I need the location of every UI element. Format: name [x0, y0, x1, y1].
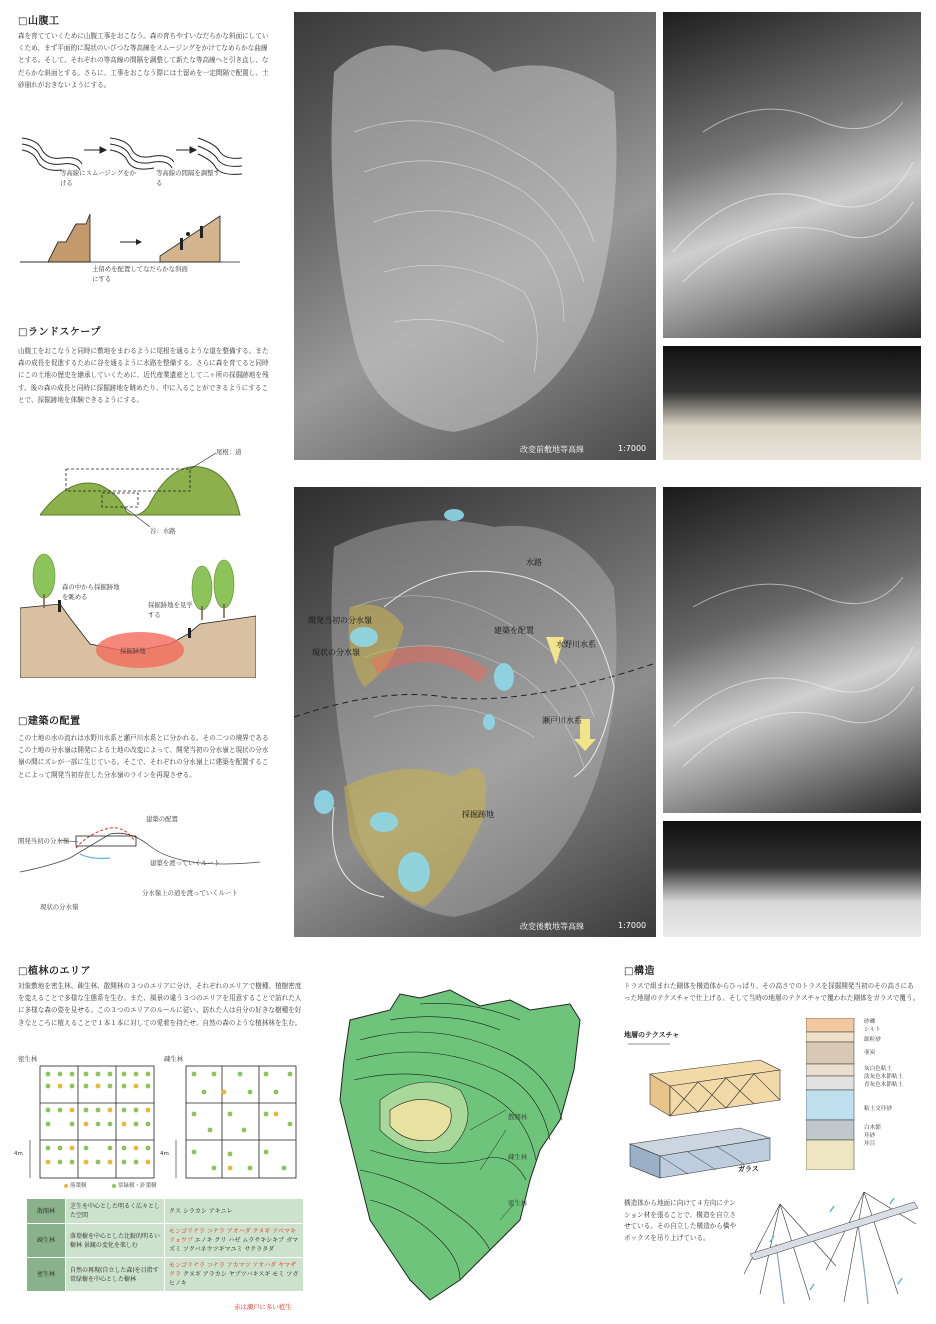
species-red: モンゴリナラ コナラ アカマツ アオハダ ヤマザクラ: [169, 1262, 297, 1278]
strata-label: 亜炭: [864, 1049, 876, 1056]
label-current-divide: 現状の分水嶺: [40, 903, 79, 911]
photo-after-model: [294, 487, 656, 937]
placement-body: この土地の水の流れは水野川水系と瀬戸川水系とに分かれる。その二つの境界であるこの土地の分水嶺は開発による土地の改変によって、開発当初の分水嶺と現状の分水嶺の間にズレが一部に生じている。そこで、それぞれの分水嶺上に建築を配置することによって開発当初存在した分水嶺のラインを再現させる。: [18, 734, 269, 779]
map-label-seto: 瀬戸川水系: [542, 716, 582, 725]
strata-label: 砂礫: [864, 1019, 876, 1025]
table-cell-species: [165, 1258, 304, 1292]
label-glass: ガラス: [738, 1165, 759, 1173]
table-cell-desc: 落葉樹を中心とした比較的明るい樹林 景観の変化を楽しむ: [66, 1224, 165, 1258]
caption-smoothing: 等高線にスムージングをかける: [60, 169, 136, 187]
valley-label: 谷：水路: [150, 527, 176, 535]
retaining-wall-diagram: [20, 212, 240, 266]
species-other: クヌギ アラカシ ヤブツバキスギ モミ ツガ ヒノキ: [169, 1271, 299, 1287]
strata-label: 細粒砂: [864, 1037, 881, 1044]
strata-column: [806, 1018, 860, 1170]
section-title-landscape: □ランドスケープ: [18, 327, 101, 338]
map-label-original-divide: 開発当初の分水嶺: [308, 616, 372, 625]
legend-deciduous: 落葉樹: [70, 1183, 87, 1189]
strata-label: 淡灰色木節粘土: [864, 1074, 904, 1081]
caption-retaining: 土留めを配置してなだらかな斜面にする: [92, 265, 188, 283]
table-row: [27, 1258, 304, 1292]
map-label-mizuno: 水野川水系: [556, 640, 596, 649]
strata-labels: [864, 1018, 903, 1148]
divide-diagram: [20, 810, 260, 900]
strata-label: 白木節: [864, 1124, 881, 1131]
photo-before-model: [294, 12, 656, 460]
map-label-sparse: 疎生林: [508, 1153, 528, 1161]
section-title-planting: □植林のエリア: [18, 966, 91, 977]
label-building-route: 建築を渡っていくルート: [150, 859, 221, 867]
map-label-waterway: 水路: [526, 558, 542, 567]
photo-after-closeup: [663, 487, 921, 813]
table-cell-species: [165, 1224, 304, 1258]
table-cell-area: 密生林: [27, 1258, 66, 1292]
after-caption: 改変後敷地等高線: [520, 922, 584, 931]
photo-before-perspective: [663, 346, 921, 460]
planting-area-map: [330, 980, 600, 1310]
map-label-scattered: 散開林: [508, 1113, 528, 1121]
species-red: モンゴリナラ コナラ アオハダ クヌギ アベマキ リョウブ: [169, 1228, 296, 1244]
label-original-divide: 開発当初の分水嶺: [18, 837, 70, 845]
map-label-pit: 採掘跡地: [462, 810, 494, 819]
tension-structure-diagram: [740, 1184, 920, 1314]
table-cell-desc: 芝生を中心とした明るく広々とした空間: [66, 1199, 165, 1224]
strata-label: 珪目: [864, 1141, 876, 1148]
landscape-body: 山腹工をおこなうと同時に敷地をまわるように尾根を通るような道を整備する。また森の成長を促進するために谷を通るように水路を整備する。さらに森を育てると同時にこの土地の歴史を継承していくために、近代産業遺産として二ヶ所の採掘跡地を残す。後の森の成長と同時に採掘跡地を眺めたり、中に入ることができるようにすることで、採掘跡地を体験できるようにする。: [18, 347, 269, 404]
planting-density-grids: [14, 1064, 304, 1192]
strata-label: シルト: [864, 1027, 881, 1034]
section-title-sanpuku: □山腹工: [18, 16, 60, 27]
strata-label: 青灰色木節粘土: [864, 1082, 904, 1089]
table-row: [27, 1199, 304, 1224]
grid2-unit: 4m: [160, 1151, 169, 1157]
strata-label: 粘土交珪砂: [864, 1106, 892, 1113]
map-label-current-divide: 現状の分水嶺: [312, 648, 360, 657]
pit-label: 採掘跡地: [120, 647, 146, 655]
strata-label: 灰白色粘土: [864, 1065, 892, 1072]
view-label: 森の中から採掘跡地を眺める: [62, 583, 120, 601]
species-other: エノキ クリ ハゼ ムラサキシキブ ガマズミ ツクバネウツギマユミ サクラタダ: [169, 1237, 299, 1253]
grid1-title: 密生林: [18, 1055, 38, 1063]
truss-diagram: [620, 1040, 800, 1180]
structure-body: トラスで組まれた剛体を構造体からひっぱり、その高さでのトラスを採掘開発当初のその高さにあった地層のテクスチャで仕上げる。そして当時の地層のテクスチャで覆われた剛体をガラスで覆う。: [624, 982, 920, 1003]
planting-body: 対象敷地を密生林、疎生林、散開林の３つのエリアに分け、それぞれのエリアで樹種、植樹密度を変えることで多様な生態系を生む。また、風景の違う３つのエリアを用意することで訪れた人に多様な森の姿を見せる。この３つのエリアのルールに従い、訪れた人は自分の好きな樹種を好きなところに植えることで１本１本に対しての愛着を持たせ、自然の森のような植林林を生む。: [18, 982, 302, 1027]
map-label-building: 建築を配置: [494, 626, 534, 635]
pit-view-diagram: [20, 548, 256, 678]
label-divide-route: 分水嶺上の道を渡っていくルート: [142, 889, 238, 897]
vegetation-table: [26, 1198, 304, 1292]
label-strata-texture: 地層のテクスチャ: [624, 1031, 680, 1039]
sanpuku-body: 森を育てていくために山腹工事をおこなう。森の育ちやすいなだらかな斜面にしていくため、まず平面的に現状のいびつな等高線をスムージングをかけてなめらかな曲線とする。そして、それぞれの等高線の間隔を調整して新たな等高線へと引き直し、なだらかな斜面とする。さらに、工事をおこなう際には土留めを一定間隔で配置し、土砂崩れがおきないようにする。: [18, 32, 269, 89]
table-row: [27, 1224, 304, 1258]
look-label: 採掘跡地を見学する: [148, 601, 193, 619]
caption-interval: 等高線の間隔を調整する: [156, 169, 220, 187]
section-title-structure: □構造: [624, 966, 655, 977]
table-note: 赤は瀬戸に多い植生: [234, 1303, 292, 1311]
photo-before-closeup: [663, 12, 921, 338]
before-scale: 1:7000: [618, 444, 647, 453]
after-scale: 1:7000: [618, 921, 647, 930]
table-cell-species: [165, 1199, 304, 1224]
before-caption: 改変前敷地等高線: [520, 445, 584, 454]
strata-label: 珪砂: [864, 1132, 876, 1139]
photo-after-perspective: [663, 821, 921, 937]
legend-evergreen: 常緑樹・針葉樹: [118, 1183, 157, 1189]
species-other: クス シラカシ アキニレ: [169, 1207, 233, 1215]
map-label-dense: 密生林: [508, 1199, 528, 1207]
section-title-placement: □建築の配置: [18, 716, 81, 727]
table-cell-area: 散開林: [27, 1199, 66, 1224]
label-building-placement: 建築の配置: [146, 815, 178, 823]
ridge-label: 尾根：道: [216, 448, 242, 456]
grid1-unit: 4m: [14, 1151, 23, 1157]
table-cell-desc: 自然の再現(自立した森)を目指す 常緑樹を中心とした樹林: [66, 1258, 165, 1292]
grid2-title: 疎生林: [164, 1055, 184, 1063]
table-cell-area: 疎生林: [27, 1224, 66, 1258]
structure-body2: 構造体から地面に向けて４方向にテンション材を張ることで、構造を自立させている。その自立した構造から橋やボックスを吊り上げている。: [624, 1199, 737, 1242]
